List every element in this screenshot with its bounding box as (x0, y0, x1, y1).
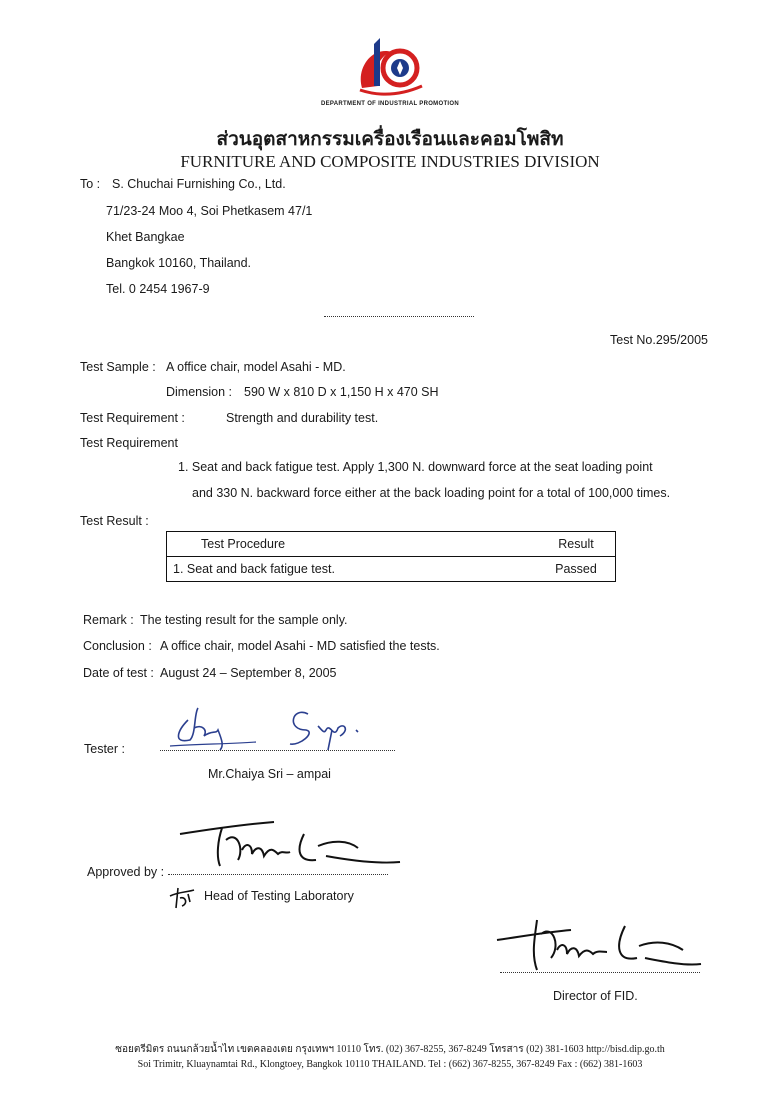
separator-dots (324, 316, 474, 317)
dimension-value: 590 W x 810 D x 1,150 H x 470 SH (244, 385, 439, 399)
footer-english-address: Soi Trimitr, Kluaynamtai Rd., Klongtoey, Bangkok 10110 THAILAND. Tel : (662) 367-8255, 367-8249 Fax : (662) 381-1603 (137, 1059, 643, 1070)
approved-by-label: Approved by : (87, 865, 165, 879)
address-line-2: Khet Bangkae (106, 230, 185, 244)
recipient-phone: Tel. 0 2454 1967-9 (106, 282, 210, 296)
test-requirement-value: Strength and durability test. (226, 411, 379, 425)
test-sample-label: Test Sample : (80, 360, 156, 374)
address-line-1: 71/23-24 Moo 4, Soi Phetkasem 47/1 (106, 204, 313, 218)
test-result-label: Test Result : (80, 514, 149, 528)
to-label: To : (80, 177, 101, 191)
requirement-item-line-1: 1. Seat and back fatigue test. Apply 1,300 N. downward force at the seat loading point (178, 460, 653, 474)
date-label: Date of test : (83, 666, 154, 680)
tester-signature-line (160, 750, 395, 751)
tester-signature (168, 700, 378, 756)
cell-result: Passed (537, 557, 616, 582)
dimension-label: Dimension : (166, 385, 232, 399)
table-row (167, 557, 616, 582)
tester-label: Tester : (84, 742, 125, 756)
conclusion-label: Conclusion : (83, 639, 152, 653)
test-requirement-label: Test Requirement : (80, 411, 185, 425)
remark-value: The testing result for the sample only. (140, 613, 348, 627)
test-result-table (166, 531, 616, 582)
director-signature (495, 906, 705, 976)
footer-thai-address: ซอยตรีมิตร ถนนกล้วยน้ำไท เขตคลองเตย กรุงเทพฯ 10110 โทร. (02) 367-8255, 367-8249 โทรสาร (02) 381-1603 http://bisd.dip.go.th (115, 1044, 665, 1055)
approver-initials (168, 884, 196, 910)
director-title: Director of FID. (553, 989, 638, 1003)
header-result: Result (537, 532, 616, 557)
english-division-title: FURNITURE AND COMPOSITE INDUSTRIES DIVISION (180, 152, 600, 171)
test-requirement-label-2: Test Requirement (80, 436, 178, 450)
approver-signature (178, 810, 408, 874)
recipient-name: S. Chuchai Furnishing Co., Ltd. (112, 177, 286, 191)
department-name: DEPARTMENT OF INDUSTRIAL PROMOTION (321, 101, 459, 107)
header-test-procedure: Test Procedure (167, 532, 538, 557)
date-value: August 24 – September 8, 2005 (160, 666, 337, 680)
remark-label: Remark : (83, 613, 134, 627)
requirement-item-line-2: and 330 N. backward force either at the back loading point for a total of 100,000 times. (192, 486, 671, 500)
test-sample-value: A office chair, model Asahi - MD. (166, 360, 346, 374)
director-signature-line (500, 972, 700, 973)
cell-procedure: 1. Seat and back fatigue test. (167, 557, 538, 582)
approver-signature-line (168, 874, 388, 875)
dip-logo-icon (352, 38, 428, 102)
tester-name: Mr.Chaiya Sri – ampai (208, 767, 331, 781)
address-line-3: Bangkok 10160, Thailand. (106, 256, 252, 270)
thai-division-title: ส่วนอุตสาหกรรมเครื่องเรือนและคอมโพสิท (216, 129, 564, 150)
conclusion-value: A office chair, model Asahi - MD satisfied the tests. (160, 639, 440, 653)
table-header-row (167, 532, 616, 557)
test-number: Test No.295/2005 (610, 333, 708, 347)
approver-title: Head of Testing Laboratory (204, 889, 354, 903)
